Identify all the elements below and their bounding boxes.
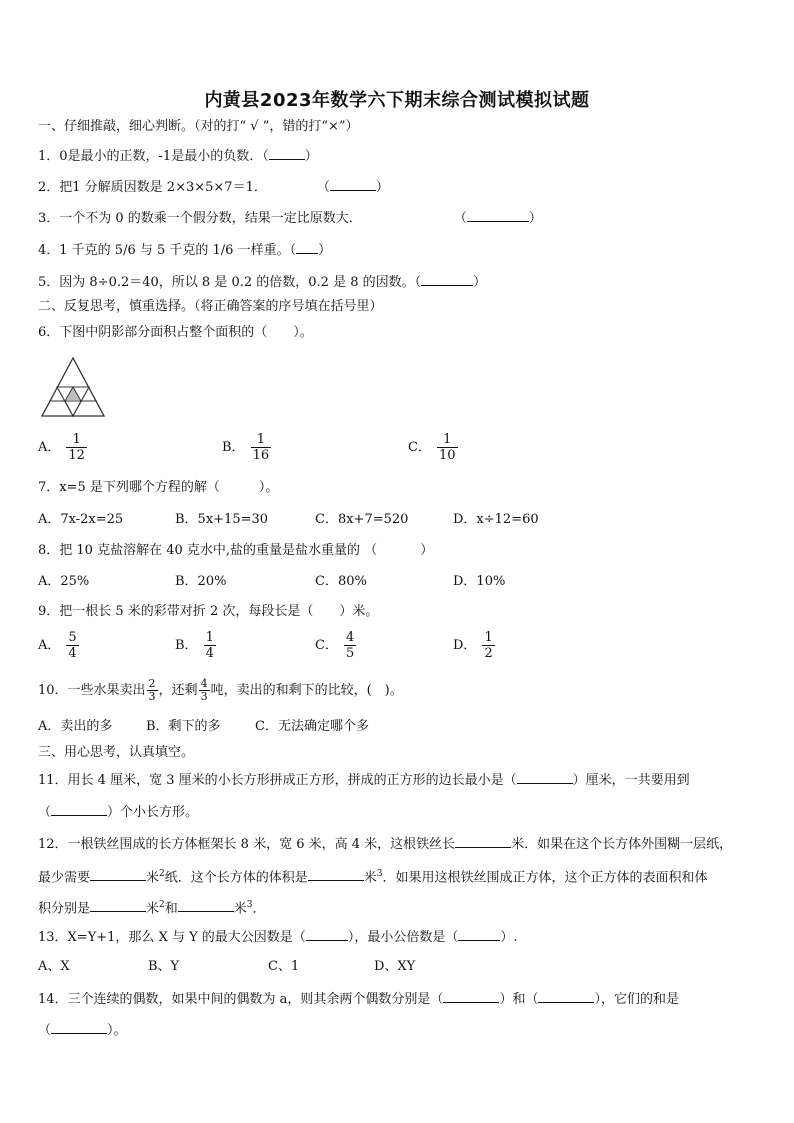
- question-12-line-3: 积分别是 米$^2$和 米$^3$．: [38, 900, 266, 917]
- answer-blank[interactable]: [51, 802, 107, 816]
- answer-blank[interactable]: [51, 1020, 107, 1034]
- q10-option-b[interactable]: B．剩下的多: [146, 719, 221, 734]
- answer-blank[interactable]: [443, 989, 499, 1003]
- answer-blank[interactable]: [269, 146, 305, 160]
- question-12-line-1: 12．一根铁丝围成的长方体框架长 8 米，宽 6 米，高 4 米，这根铁丝长 米．如果在这个长方体外围糊一层纸，: [38, 834, 732, 854]
- q13-option-c[interactable]: C、1: [268, 959, 300, 974]
- q8-option-a[interactable]: A．25%: [38, 574, 90, 589]
- q8-option-d[interactable]: D．10%: [453, 574, 506, 589]
- fraction: $\frac{4}{5}$: [345, 630, 355, 661]
- answer-blank[interactable]: [538, 989, 594, 1003]
- q8-option-c[interactable]: C．80%: [315, 574, 367, 589]
- question-2: 2．把1 分解质因数是 2×3×5×7＝1． （ ）: [38, 177, 389, 197]
- answer-blank[interactable]: [296, 240, 318, 254]
- q9-option-a[interactable]: A． $\frac{5}{4}$: [38, 630, 77, 661]
- q7-option-c[interactable]: C．8x+7=520: [315, 512, 409, 527]
- q7-option-b[interactable]: B．5x+15=30: [175, 512, 269, 527]
- q6-option-b[interactable]: B． $\frac{1}{16}$: [222, 432, 270, 463]
- question-1: 1．0是最小的正数，-1是最小的负数．（ ）: [38, 146, 318, 166]
- question-9: 9．把一根长 5 米的彩带对折 2 次，每段长是（ ）米。: [38, 604, 379, 619]
- answer-blank[interactable]: [467, 208, 529, 222]
- q7-option-d[interactable]: D．x÷12=60: [453, 512, 539, 527]
- q13-option-d[interactable]: D、XY: [374, 959, 416, 974]
- fraction: $\frac{1}{16}$: [252, 432, 270, 463]
- q7-option-a[interactable]: A．7x-2x=25: [38, 512, 124, 527]
- answer-blank[interactable]: [308, 867, 364, 881]
- q8-option-b[interactable]: B．20%: [175, 574, 227, 589]
- q10-option-a[interactable]: A．卖出的多: [38, 719, 113, 734]
- q13-option-a[interactable]: A、X: [38, 959, 70, 974]
- question-8: 8．把 10 克盐溶解在 40 克水中,盐的重量是盐水重量的 （ ）: [38, 543, 434, 558]
- fraction: $\frac{1}{4}$: [205, 630, 214, 661]
- section-3-heading: 三、用心思考，认真填空。: [38, 745, 195, 760]
- section-1-heading: 一、仔细推敲，细心判断。（对的打“ √ ”，错的打“×”）: [38, 119, 359, 134]
- question-14-line-1: 14．三个连续的偶数，如果中间的偶数为 a，则其余两个偶数分别是（ ）和（ ），它们的和是: [38, 989, 679, 1009]
- question-6: 6．下图中阴影部分面积占整个面积的（ ）。: [38, 325, 313, 340]
- shaded-triangle: [66, 387, 80, 400]
- answer-blank[interactable]: [90, 867, 146, 881]
- q6-option-c[interactable]: C． $\frac{1}{10}$: [408, 432, 456, 463]
- section-2-heading: 二、反复思考，慎重选择。（将正确答案的序号填在括号里）: [38, 299, 383, 314]
- fraction: $\frac{1}{10}$: [438, 432, 456, 463]
- question-13: 13．X=Y+1，那么 X 与 Y 的最大公因数是（ ），最小公倍数是（ ）.: [38, 927, 517, 947]
- q9-option-c[interactable]: C． $\frac{4}{5}$: [315, 630, 355, 661]
- question-5: 5．因为 8÷0.2＝40，所以 8 是 0.2 的倍数，0.2 是 8 的因数。（ ）: [38, 272, 486, 292]
- answer-blank[interactable]: [90, 898, 146, 912]
- answer-blank[interactable]: [306, 927, 348, 941]
- q9-option-d[interactable]: D． $\frac{1}{2}$: [453, 630, 493, 661]
- fraction: $\frac{2}{3}$: [148, 677, 156, 703]
- answer-blank[interactable]: [330, 177, 376, 191]
- question-4: 4．1 千克的 5/6 与 5 千克的 1/6 一样重。（ ）: [38, 240, 331, 260]
- question-14-line-2: （ ）。: [38, 1020, 127, 1040]
- question-7: 7．x=5 是下列哪个方程的解（ ）。: [38, 480, 279, 495]
- fraction: $\frac{1}{12}$: [68, 432, 85, 463]
- question-10: 10．一些水果卖出 $\frac{2}{3}$ ，还剩 $\frac{4}{3}$ 吨，卖出的和剩下的比较，( )。: [38, 677, 403, 703]
- question-12-line-2: 最少需要 米$^2$纸．这个长方体的体积是 米$^3$．如果用这根铁丝围成正方体，这个正方体的表面积和体: [38, 869, 708, 886]
- q6-option-a[interactable]: A． $\frac{1}{12}$: [38, 432, 85, 463]
- fraction: $\frac{1}{2}$: [484, 630, 493, 661]
- answer-blank[interactable]: [421, 272, 473, 286]
- fraction: $\frac{5}{4}$: [68, 630, 77, 661]
- answer-blank[interactable]: [517, 770, 573, 784]
- question-11-line-1: 11．用长 4 厘米，宽 3 厘米的小长方形拼成正方形，拼成的正方形的边长最小是（ ）厘米，一共要用到: [38, 770, 690, 790]
- question-3: 3．一个不为 0 的数乘一个假分数，结果一定比原数大． （ ）: [38, 208, 542, 228]
- q9-option-b[interactable]: B． $\frac{1}{4}$: [175, 630, 214, 661]
- answer-blank[interactable]: [455, 834, 511, 848]
- q10-option-c[interactable]: C．无法确定哪个多: [255, 719, 369, 734]
- page-title: 内黄县2023年数学六下期末综合测试模拟试题: [204, 90, 590, 111]
- fraction: $\frac{4}{3}$: [200, 677, 208, 703]
- q13-option-b[interactable]: B、Y: [148, 959, 180, 974]
- answer-blank[interactable]: [458, 927, 500, 941]
- triangle-figure: [40, 356, 106, 418]
- answer-blank[interactable]: [178, 898, 234, 912]
- question-11-line-2: （ ）个小长方形。: [38, 802, 198, 822]
